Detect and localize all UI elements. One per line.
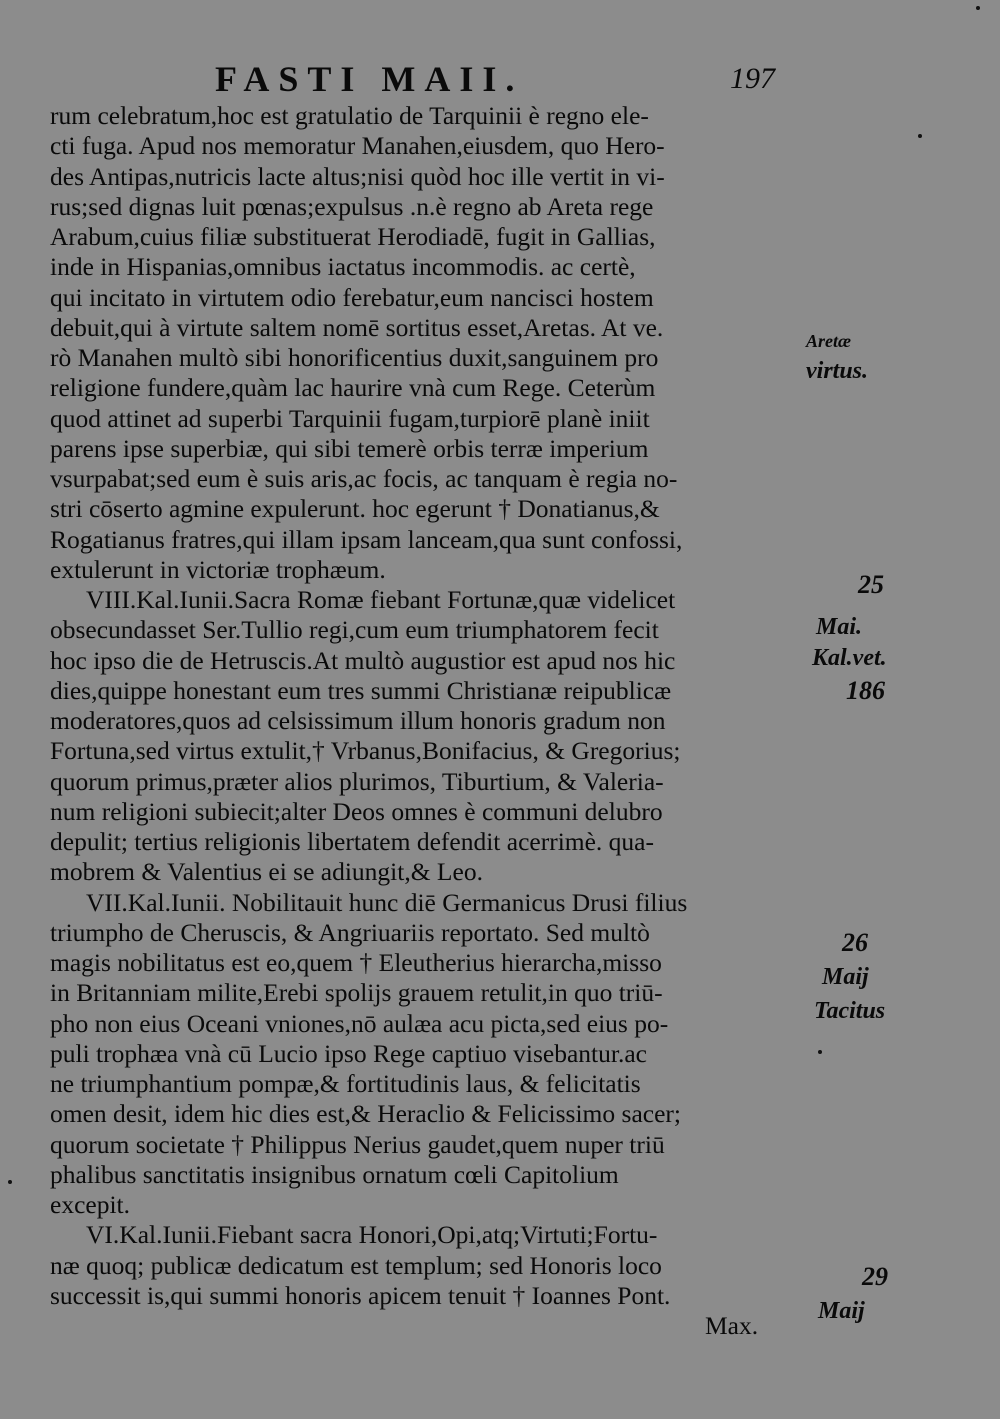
text-line: puli trophæa vnà cū Lucio ipso Rege captiuo visebantur.ac [50,1038,647,1068]
text-line: Rogatianus fratres,qui illam ipsam lanceam,qua sunt confossi, [50,524,683,554]
margin-note: Kal.vet. [812,645,887,671]
text-line: dies,quippe honestant eum tres summi Christianæ reipublicæ [50,675,672,705]
margin-note: virtus. [806,358,869,384]
scan-speck [8,1180,12,1184]
margin-note: Maij [822,964,869,990]
paragraph-start-line: VII.Kal.Iunii. Nobilitauit hunc diē Germanicus Drusi filius [86,887,688,917]
text-line: obsecundasset Ser.Tullio regi,cum eum triumphatorem fecit [50,615,659,645]
margin-date-number: 29 [862,1262,888,1291]
text-line: triumpho de Cheruscis, & Angriuariis reportato. Sed multò [50,917,650,947]
running-title: FASTI MAII. [215,59,524,99]
text-line: ne triumphantium pompæ,& fortitudinis laus, & felicitatis [50,1069,641,1098]
text-line: vsurpabat;sed eum è suis aris,ac focis, ac tanquam è regia no- [50,464,678,493]
margin-note: Tacitus [814,998,886,1024]
text-line: Arabum,cuius filiæ substituerat Herodiadē, fugit in Gallias, [50,222,656,251]
margin-note: Aretæ [806,331,851,351]
text-line: magis nobilitatus est eo,quem † Eleutherius hierarcha,misso [50,948,662,977]
text-line: des Antipas,nutricis lacte altus;nisi quòd hoc ille vertit in vi- [50,161,665,191]
margin-date-number: 25 [858,570,884,599]
body-text [50,101,802,1341]
text-line: successit is,qui summi honoris apicem tenuit † Ioannes Pont. [50,1280,671,1310]
scan-speck [818,1050,822,1054]
text-line: rus;sed dignas luit pœnas;expulsus .n.è regno ab Areta rege [50,191,654,221]
text-line: cti fuga. Apud nos memoratur Manahen,eiusdem, quo Hero- [50,131,665,161]
text-line: debuit,qui à virtute saltem nomē sortitus esset,Aretas. At ve. [50,312,664,342]
text-line: moderatores,quos ad celsissimum illum honoris gradum non [50,706,666,735]
text-line: num religioni subiecit;alter Deos omnes è communi delubro [50,796,663,826]
paragraph-start-line: VI.Kal.Iunii.Fiebant sacra Honori,Opi,atq;Virtuti;Fortu- [86,1220,658,1250]
text-line: stri cōserto agmine expulerunt. hoc egerunt † Donatianus,& [50,494,660,524]
text-line: extulerunt in victoriæ trophæum. [50,554,386,584]
margin-date-number: 26 [842,928,868,957]
text-line: inde in Hispanias,omnibus iactatus incommodis. ac certè, [50,252,636,282]
text-line: religione fundere,quàm lac haurire vnà cum Rege. Ceterùm [50,373,656,403]
scan-speck [918,134,922,138]
text-line: næ quoq; publicæ dedicatum est templum; sed Honoris loco [50,1250,662,1280]
text-line: excepit. [50,1190,130,1219]
text-line: pho non eius Oceani vniones,nō aulæa acu picta,sed eius po- [50,1008,669,1038]
text-line: quorum primus,præter alios plurimos, Tiburtium, & Valeria- [50,766,664,796]
text-line: quod attinet ad superbi Tarquinii fugam,turpiorē planè iniit [50,403,650,433]
margin-date-number: 186 [846,676,885,705]
text-line: omen desit, idem hic dies est,& Heraclio & Felicissimo sacer; [50,1099,681,1129]
text-line: mobrem & Valentius ei se adiungit,& Leo. [50,857,483,887]
margin-note: Maij [818,1298,865,1324]
margin-note: Mai. [816,614,863,640]
paragraph-start-line: VIII.Kal.Iunii.Sacra Romæ fiebant Fortunæ,quæ videlicet [86,585,676,614]
running-head [215,58,775,98]
catchword-line: Max. [705,1311,759,1340]
text-line: hoc ipso die de Hetruscis.At multò augustior est apud nos hic [50,645,676,675]
page-number: 197 [730,62,775,95]
text-line: depulit; tertius religionis libertatem defendit acerrimè. qua- [50,827,654,856]
text-line: Fortuna,sed virtus extulit,† Vrbanus,Bonifacius, & Gregorius; [50,736,681,766]
text-line: qui incitato in virtutem odio ferebatur,eum nancisci hostem [50,282,654,312]
text-line: phalibus sanctitatis insignibus ornatum cœli Capitolium [50,1159,619,1189]
scan-speck [976,6,980,10]
text-line: parens ipse superbiæ, qui sibi temerè orbis terræ imperium [50,433,649,463]
text-line: rum celebratum,hoc est gratulatio de Tarquinii è regno ele- [50,101,649,130]
text-line: rò Manahen multò sibi honorificentius duxit,sanguinem pro [50,343,659,372]
text-line: in Britanniam milite,Erebi spolijs grauem retulit,in quo triū- [50,978,663,1008]
text-line: quorum societate † Philippus Nerius gaudet,quem nuper triū [50,1129,665,1159]
